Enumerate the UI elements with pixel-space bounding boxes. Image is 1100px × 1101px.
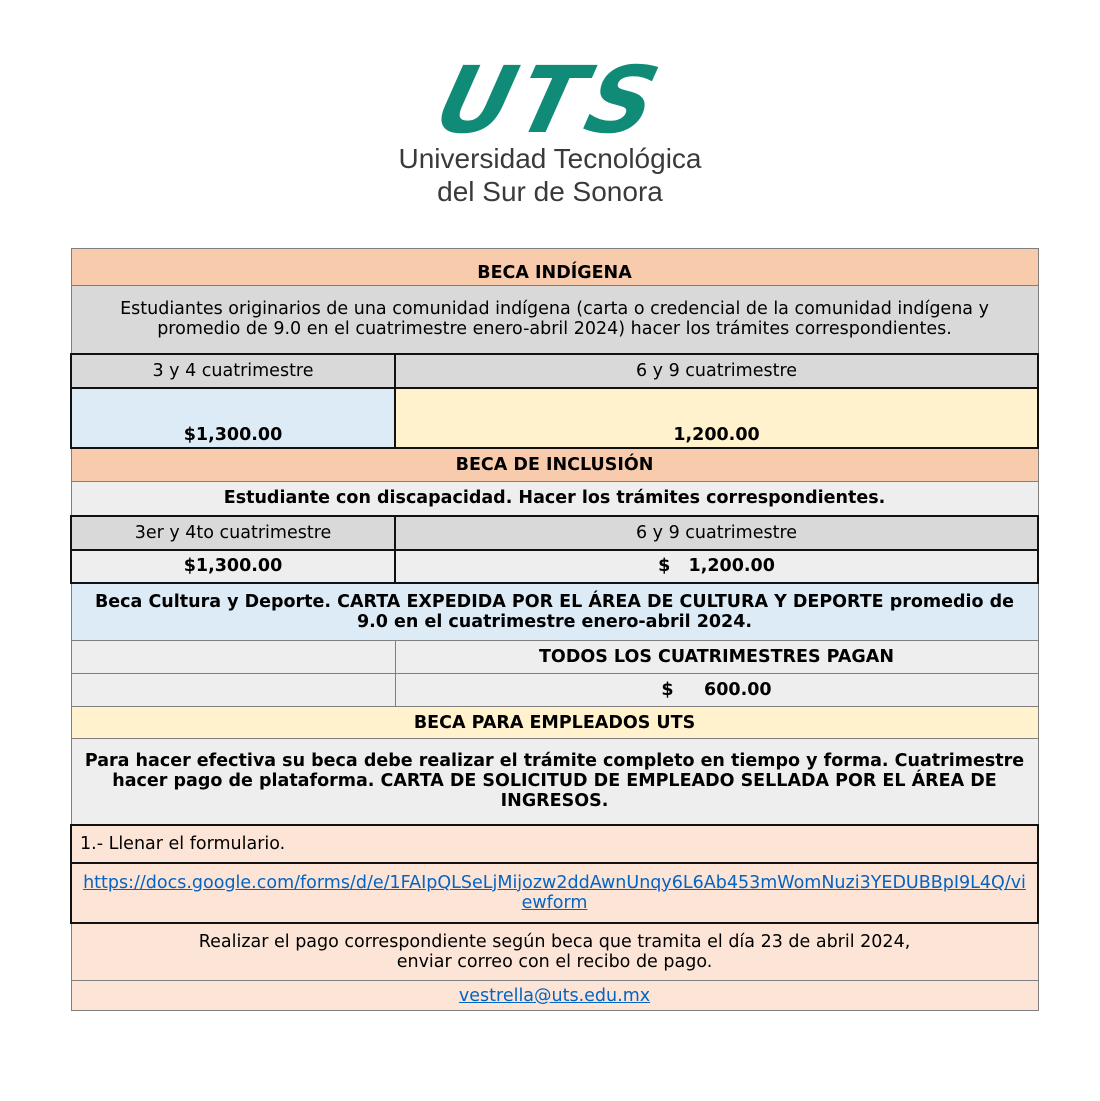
contact-email-link[interactable]: vestrella@uts.edu.mx [458,985,651,1006]
indigena-amount1: $1,300.00 [71,388,395,448]
university-name-line1: Universidad Tecnológica [398,143,702,174]
cultura-amount2: $ 600.00 [395,674,1038,707]
empleados-form-cell [71,863,1038,923]
inclusion-col1-header: 3er y 4to cuatrimestre [71,516,395,550]
google-form-link[interactable]: https://docs.google.com/forms/d/e/1FAIpQLSeLjMijozw2ddAwnUnqy6L6Ab453mWomNuzi3YEDUBBpI9L4Q/viewform [83,872,1026,913]
beca-inclusion-title: BECA DE INCLUSIÓN [71,448,1038,482]
cultura-col1-empty [71,641,395,674]
indigena-col1-header: 3 y 4 cuatrimestre [71,354,395,388]
empleados-payment-instructions [71,923,1038,981]
indigena-amount2: 1,200.00 [395,388,1038,448]
cultura-amount1-empty [71,674,395,707]
cultura-col2-header: TODOS LOS CUATRIMESTRES PAGAN [395,641,1038,674]
uts-logo [380,47,720,220]
scholarship-table [70,248,1039,1011]
indigena-col2-header: 6 y 9 cuatrimestre [395,354,1038,388]
beca-indigena-title: BECA INDÍGENA [71,249,1038,286]
inclusion-col2-header: 6 y 9 cuatrimestre [395,516,1038,550]
beca-indigena-description: Estudiantes originarios de una comunidad indígena (carta o credencial de la comunidad indígena y promedio de 9.0 en el cuatrimestre enero-abril 2024) hacer los trámites correspondientes. [71,286,1038,354]
inclusion-amount2: $ 1,200.00 [395,550,1038,583]
inclusion-amount1: $1,300.00 [71,550,395,583]
payment-instruction-line2: enviar correo con el recibo de pago. [396,951,713,972]
university-name-line2: del Sur de Sonora [437,176,663,207]
beca-empleados-description: Para hacer efectiva su beca debe realizar el trámite completo en tiempo y forma. Cuatrimestre hacer pago de plataforma. CARTA DE SOLICITUD DE EMPLEADO SELLADA POR EL ÁREA DE INGRESOS. [71,739,1038,825]
uts-logo-mark: UTS [425,47,675,154]
beca-cultura-description: Beca Cultura y Deporte. CARTA EXPEDIDA POR EL ÁREA DE CULTURA Y DEPORTE promedio de 9.0 en el cuatrimestre enero-abril 2024. [71,583,1038,641]
empleados-step1: 1.- Llenar el formulario. [71,825,1038,863]
payment-instruction-line1: Realizar el pago correspondiente según beca que tramita el día 23 de abril 2024, [198,931,911,952]
beca-inclusion-description: Estudiante con discapacidad. Hacer los trámites correspondientes. [71,482,1038,516]
empleados-email-cell [71,981,1038,1011]
beca-empleados-title: BECA PARA EMPLEADOS UTS [71,707,1038,739]
